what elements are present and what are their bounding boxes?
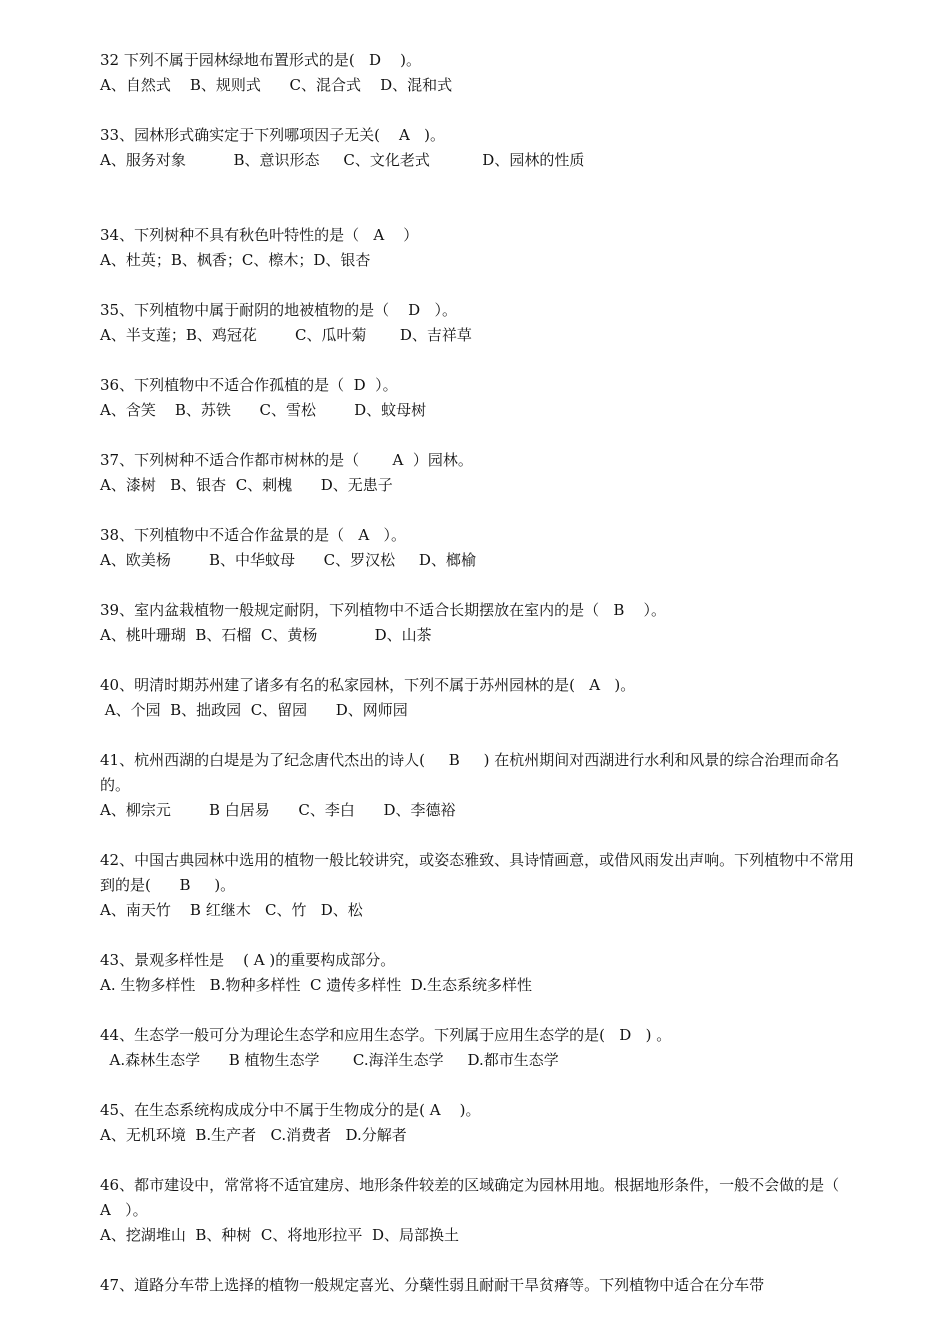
question-stem: 38、下列植物中不适合作盆景的是（ A ）。 bbox=[100, 526, 407, 544]
question-stem: 44、生态学一般可分为理论生态学和应用生态学。下列属于应用生态学的是( D ) 。 bbox=[100, 1026, 672, 1044]
question-41 bbox=[100, 748, 860, 823]
question-32 bbox=[100, 48, 860, 98]
question-options: A、柳宗元 B 白居易 C、李白 D、李德裕 bbox=[100, 801, 456, 819]
question-options: A、自然式 B、规则式 C、混合式 D、混和式 bbox=[100, 76, 453, 94]
question-options: A、服务对象 B、意识形态 C、文化老式 D、园林的性质 bbox=[100, 151, 585, 169]
question-stem: 39、室内盆栽植物一般规定耐阴，下列植物中不适合长期摆放在室内的是（ B ）。 bbox=[100, 601, 666, 619]
question-stem: 33、园林形式确实定于下列哪项因子无关( A )。 bbox=[100, 126, 446, 144]
question-stem: 41、杭州西湖的白堤是为了纪念唐代杰出的诗人( B ) 在杭州期间对西湖进行水利和风景的综合治理而命名的。 bbox=[100, 751, 840, 794]
question-options: A、含笑 B、苏铁 C、雪松 D、蚊母树 bbox=[100, 401, 427, 419]
question-options: A.森林生态学 B 植物生态学 C.海洋生态学 D.都市生态学 bbox=[100, 1051, 559, 1069]
question-stem: 34、下列树种不具有秋色叶特性的是（ A ） bbox=[100, 226, 419, 244]
question-stem: 36、下列植物中不适合作孤植的是（ D ）。 bbox=[100, 376, 398, 394]
question-options: A、半支莲；B、鸡冠花 C、瓜叶菊 D、吉祥草 bbox=[100, 326, 472, 344]
document-page bbox=[100, 48, 860, 1323]
question-33 bbox=[100, 123, 860, 173]
question-34 bbox=[100, 223, 860, 273]
question-options: A. 生物多样性 B.物种多样性 C 遗传多样性 D.生态系统多样性 bbox=[100, 976, 533, 994]
question-options: A、杜英；B、枫香；C、檫木；D、银杏 bbox=[100, 251, 371, 269]
question-45 bbox=[100, 1098, 860, 1148]
question-42 bbox=[100, 848, 860, 923]
question-39 bbox=[100, 598, 860, 648]
question-44 bbox=[100, 1023, 860, 1073]
question-38 bbox=[100, 523, 860, 573]
question-46 bbox=[100, 1173, 860, 1248]
question-stem: 37、下列树种不适合作都市树林的是（ A ）园林。 bbox=[100, 451, 473, 469]
question-options: A、南天竹 B 红继木 C、竹 D、松 bbox=[100, 901, 363, 919]
question-stem: 35、下列植物中属于耐阴的地被植物的是（ D ）。 bbox=[100, 301, 457, 319]
question-37 bbox=[100, 448, 860, 498]
question-options: A、漆树 B、银杏 C、刺槐 D、无患子 bbox=[100, 476, 393, 494]
question-stem: 42、中国古典园林中选用的植物一般比较讲究，或姿态雅致、具诗情画意，或借风雨发出声响。下列植物中不常用到的是( B )。 bbox=[100, 851, 855, 894]
question-options: A、无机环境 B.生产者 C.消费者 D.分解者 bbox=[100, 1126, 407, 1144]
question-35 bbox=[100, 298, 860, 348]
question-40 bbox=[100, 673, 860, 723]
question-stem: 47、道路分车带上选择的植物一般规定喜光、分蘖性弱且耐耐干旱贫瘠等。下列植物中适合在分车带 bbox=[100, 1276, 765, 1294]
question-options: A、欧美杨 B、中华蚊母 C、罗汉松 D、榔榆 bbox=[100, 551, 476, 569]
question-stem: 40、明清时期苏州建了诸多有名的私家园林，下列不属于苏州园林的是( A )。 bbox=[100, 676, 636, 694]
question-options: A、桃叶珊瑚 B、石榴 C、黄杨 D、山茶 bbox=[100, 626, 432, 644]
question-stem: 32 下列不属于园林绿地布置形式的是( D )。 bbox=[100, 51, 421, 69]
question-36 bbox=[100, 373, 860, 423]
question-stem: 45、在生态系统构成成分中不属于生物成分的是( A )。 bbox=[100, 1101, 481, 1119]
question-43 bbox=[100, 948, 860, 998]
question-47 bbox=[100, 1273, 860, 1298]
question-stem: 46、都市建设中，常常将不适宜建房、地形条件较差的区域确定为园林用地。根据地形条件，一般不会做的是（ A ）。 bbox=[100, 1176, 854, 1219]
question-stem: 43、景观多样性是 ( A )的重要构成部分。 bbox=[100, 951, 396, 969]
question-options: A、挖湖堆山 B、种树 C、将地形拉平 D、局部换土 bbox=[100, 1226, 459, 1244]
question-options: A、个园 B、拙政园 C、留园 D、网师园 bbox=[100, 701, 408, 719]
